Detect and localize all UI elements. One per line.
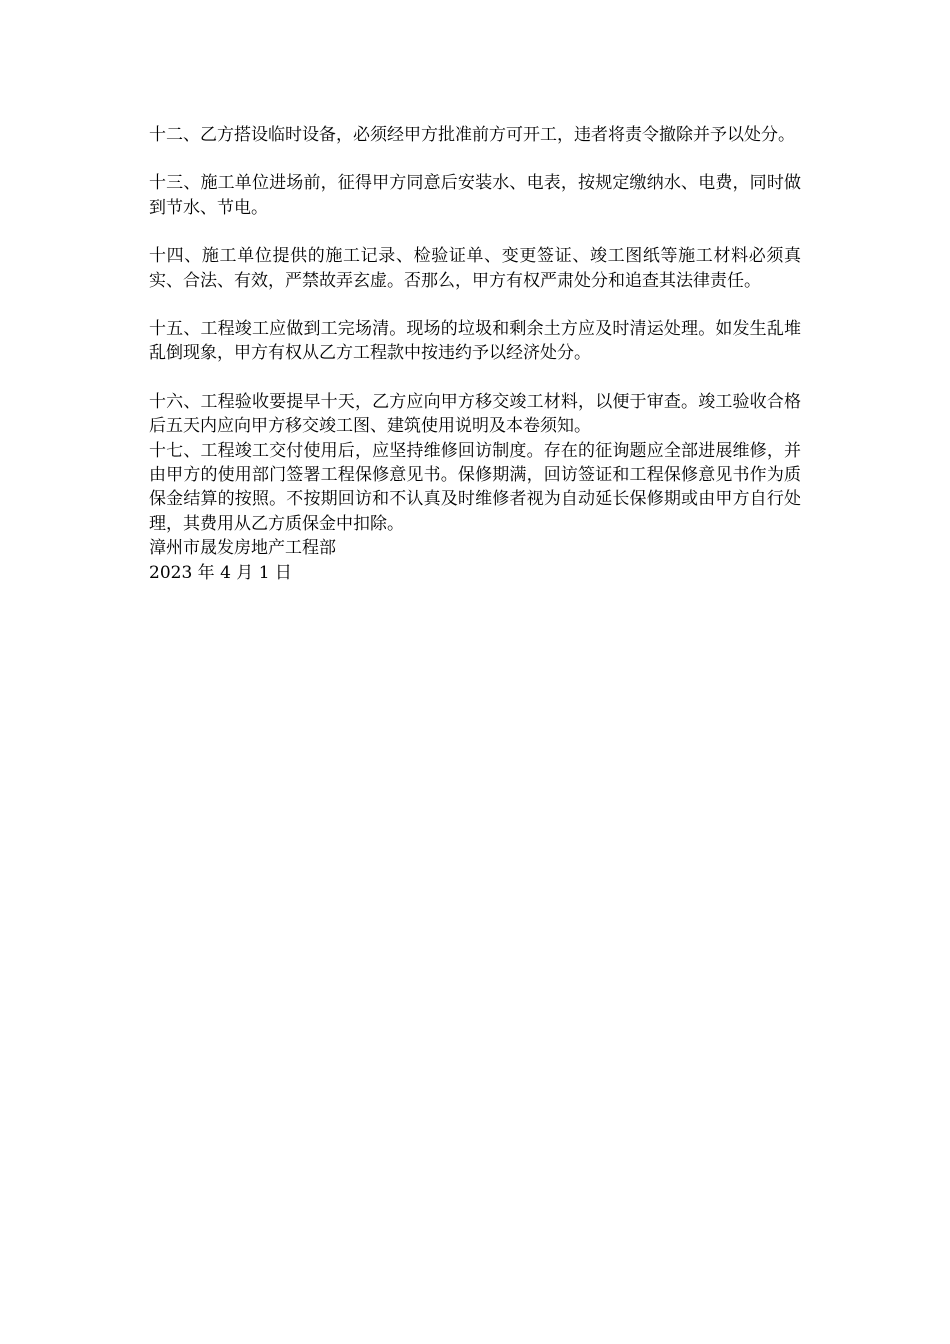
clause-14: 十四、施工单位提供的施工记录、检验证单、变更签证、竣工图纸等施工材料必须真实、合法、有效，严禁故弄玄虚。否那么，甲方有权严肃处分和追查其法律责任。: [149, 246, 801, 291]
document-body: [149, 123, 801, 585]
clause-13: 十三、施工单位进场前，征得甲方同意后安装水、电表，按规定缴纳水、电费，同时做到节水、节电。: [149, 173, 801, 218]
clause-17: 十七、工程竣工交付使用后，应坚持维修回访制度。存在的征询题应全部进展维修，并由甲方的使用部门签署工程保修意见书。保修期满，回访签证和工程保修意见书作为质保金结算的按照。不按期回访和不认真及时维修者视为自动延长保修期或由甲方自行处理，其费用从乙方质保金中扣除。: [149, 440, 801, 534]
clause-12: 十二、乙方搭设临时设备，必须经甲方批准前方可开工，违者将责令撤除并予以处分。: [149, 125, 795, 145]
clause-15: 十五、工程竣工应做到工完场清。现场的垃圾和剩余土方应及时清运处理。如发生乱堆乱倒现象，甲方有权从乙方工程款中按违约予以经济处分。: [149, 319, 801, 364]
signature-date: 2023 年 4 月 1 日: [149, 562, 292, 583]
signature-organization: 漳州市晟发房地产工程部: [149, 538, 336, 559]
clause-16: 十六、工程验收要提早十天，乙方应向甲方移交竣工材料，以便于审查。竣工验收合格后五天内应向甲方移交竣工图、建筑使用说明及本卷须知。: [149, 391, 801, 437]
